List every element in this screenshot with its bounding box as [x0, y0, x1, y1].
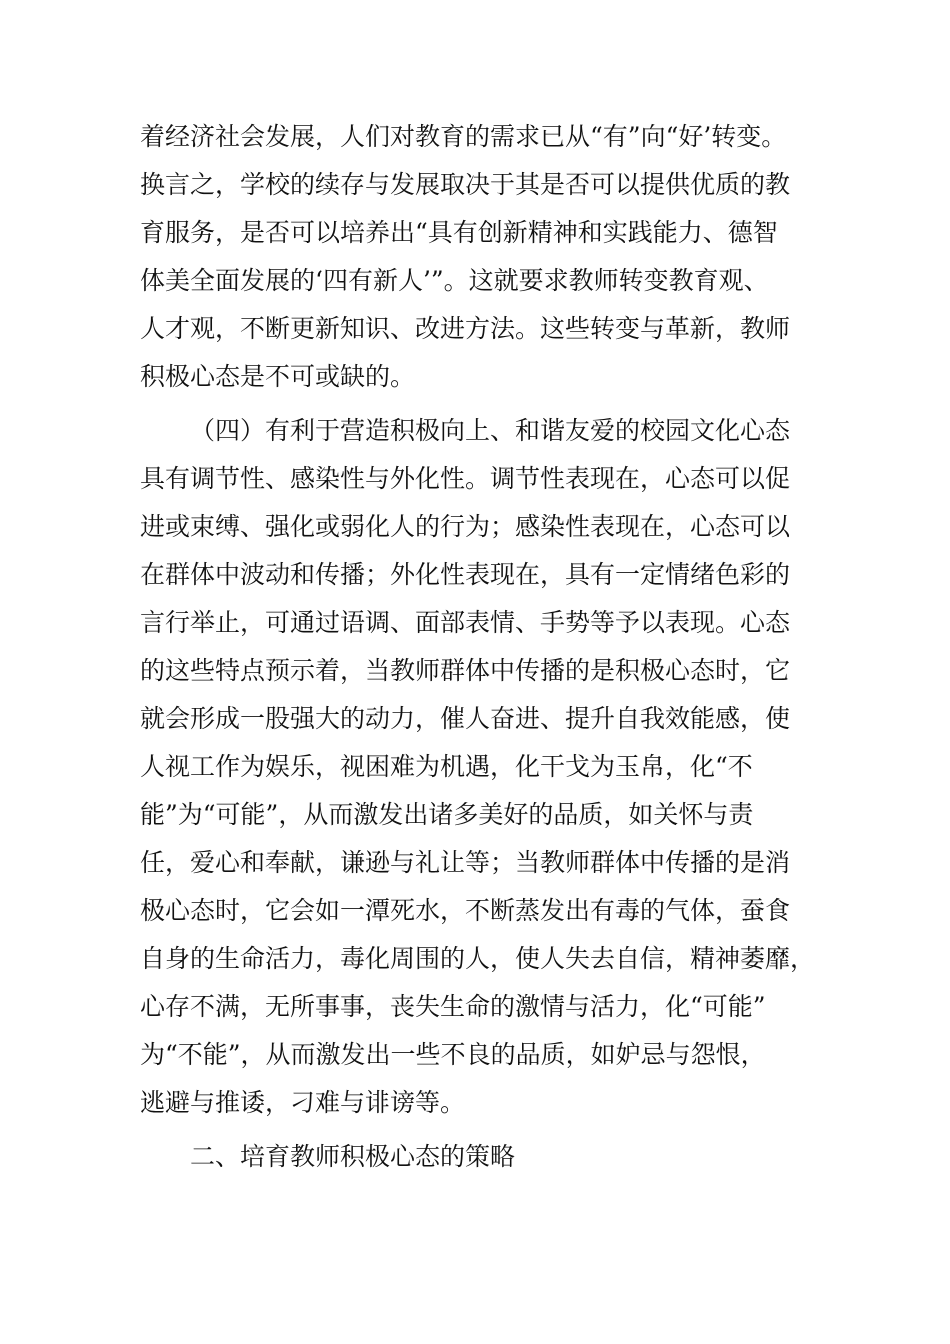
text-line: 人才观，不断更新知识、改进方法。这些转变与革新，教师 [140, 314, 791, 343]
text-line: 为“不能”，从而激发出一些不良的品质，如妒忌与怨恨， [140, 1040, 766, 1069]
text-line: 在群体中波动和传播；外化性表现在，具有一定情绪色彩的 [140, 560, 791, 589]
text-line: 积极心态是不可或缺的。 [140, 362, 416, 391]
text-line: 自身的生命活力，毒化周围的人，使人失去自信，精神萎靡， [140, 944, 816, 973]
text-line: 逃避与推诿，刁难与诽谤等。 [140, 1088, 466, 1117]
text-line: 就会形成一股强大的动力，催人奋进、提升自我效能感，使 [140, 704, 791, 733]
text-line: 任，爱心和奉献，谦逊与礼让等；当教师群体中传播的是消 [140, 848, 791, 877]
text-line: 极心态时，它会如一潭死水，不断蒸发出有毒的气体，蚕食 [140, 896, 791, 925]
text-line: 换言之，学校的续存与发展取决于其是否可以提供优质的教 [140, 170, 791, 199]
text-line: 进或束缚、强化或弱化人的行为；感染性表现在，心态可以 [140, 512, 791, 541]
section-heading: （四）有利于营造积极向上、和谐友爱的校园文化心态 [190, 416, 791, 445]
text-line: 心存不满，无所事事，丧失生命的激情与活力，化“可能” [140, 992, 766, 1021]
text-line: 具有调节性、感染性与外化性。调节性表现在，心态可以促 [140, 464, 791, 493]
text-line: 的这些特点预示着，当教师群体中传播的是积极心态时，它 [140, 656, 791, 685]
text-line: 能”为“可能”，从而激发出诸多美好的品质，如关怀与责 [140, 800, 754, 829]
text-line: 言行举止，可通过语调、面部表情、手势等予以表现。心态 [140, 608, 791, 637]
text-line: 体美全面发展的‘四有新人’”。这就要求教师转变教育观、 [140, 266, 769, 295]
text-line: 人视工作为娱乐，视困难为机遇，化干戈为玉帛，化“不 [140, 752, 753, 781]
section-heading: 二、培育教师积极心态的策略 [190, 1142, 516, 1171]
text-line: 育服务，是否可以培养出“具有创新精神和实践能力、德智 [140, 218, 778, 247]
text-line: 着经济社会发展，人们对教育的需求已从“有”向“好’转变。 [140, 122, 787, 151]
